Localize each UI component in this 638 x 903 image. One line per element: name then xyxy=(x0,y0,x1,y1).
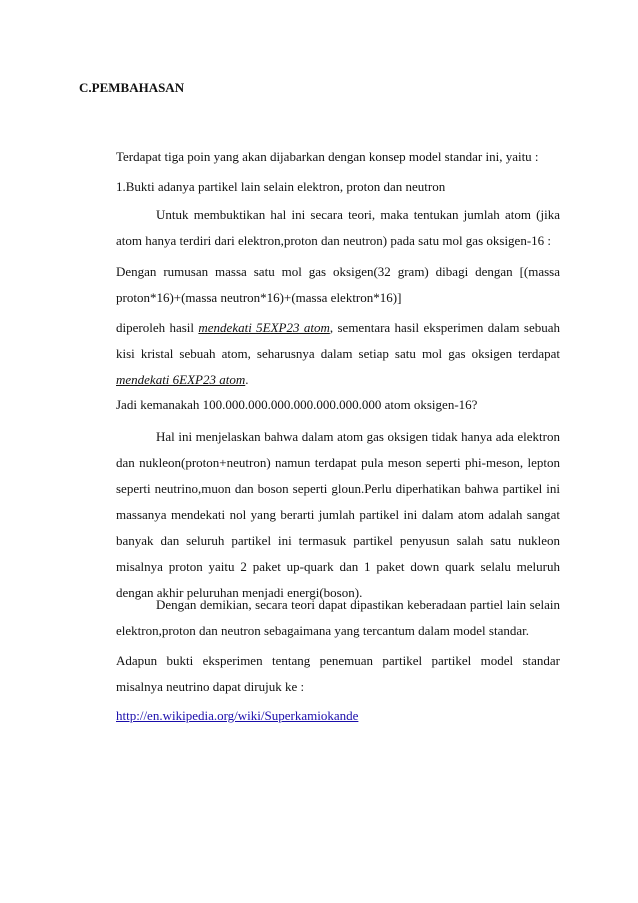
paragraph-theory: Untuk membuktikan hal ini secara teori, maka tentukan jumlah atom (jika atom hanya terdiri dari elektron,proton dan neutron) pada satu mol gas oksigen-16 : xyxy=(116,207,560,248)
paragraph-evidence: Adapun bukti eksperimen tentang penemuan partikel partikel model standar misalnya neutrino dapat dirujuk ke : xyxy=(116,653,560,694)
reference-link[interactable]: http://en.wikipedia.org/wiki/Superkamiokande xyxy=(116,708,359,723)
result-text-a: diperoleh hasil xyxy=(116,320,199,335)
paragraph-point-1: 1.Bukti adanya partikel lain selain elektron, proton dan neutron xyxy=(116,179,446,194)
paragraph-conclusion: Dengan demikian, secara teori dapat dipastikan keberadaan partiel lain selain elektron,proton dan neutron sebagaimana yang tercantum dalam model standar. xyxy=(116,597,560,638)
paragraph-link xyxy=(116,703,560,729)
paragraph-explanation: Hal ini menjelaskan bahwa dalam atom gas oksigen tidak hanya ada elektron dan nukleon(proton+neutron) namun terdapat pula meson seperti phi-meson, lepton seperti neutrino,muon dan boson seperti gloun.Perlu diperhatikan bahwa partikel ini massanya mendekati nol yang berarti jumlah partikel ini dalam atom adalah sangat banyak dan seluruh partikel ini termasuk partikel penyusun salah satu nukleon misalnya proton yaitu 2 paket up-quark dan 1 paket down quark selalu meluruh dengan akhir peluruhan menjadi energi(boson). xyxy=(116,429,560,600)
section-heading: C.PEMBAHASAN xyxy=(79,80,185,95)
paragraph-formula: Dengan rumusan massa satu mol gas oksigen(32 gram) dibagi dengan [(massa proton*16)+(massa neutron*16)+(massa elektron*16)] xyxy=(116,264,560,305)
result-text-c: . xyxy=(245,372,249,387)
paragraph-question: Jadi kemanakah 100.000.000.000.000.000.000.000 atom oksigen-16? xyxy=(116,397,478,412)
result-value-2: mendekati 6EXP23 atom xyxy=(116,372,246,387)
result-value-1: mendekati 5EXP23 atom xyxy=(198,320,330,335)
paragraph-result xyxy=(116,315,560,393)
paragraph-intro: Terdapat tiga poin yang akan dijabarkan dengan konsep model standar ini, yaitu : xyxy=(116,149,539,164)
result-text-b: , sementara hasil eksperimen dalam sebuah kisi kristal sebuah atom, seharusnya dalam setiap satu mol gas oksigen terdapat xyxy=(116,320,560,361)
